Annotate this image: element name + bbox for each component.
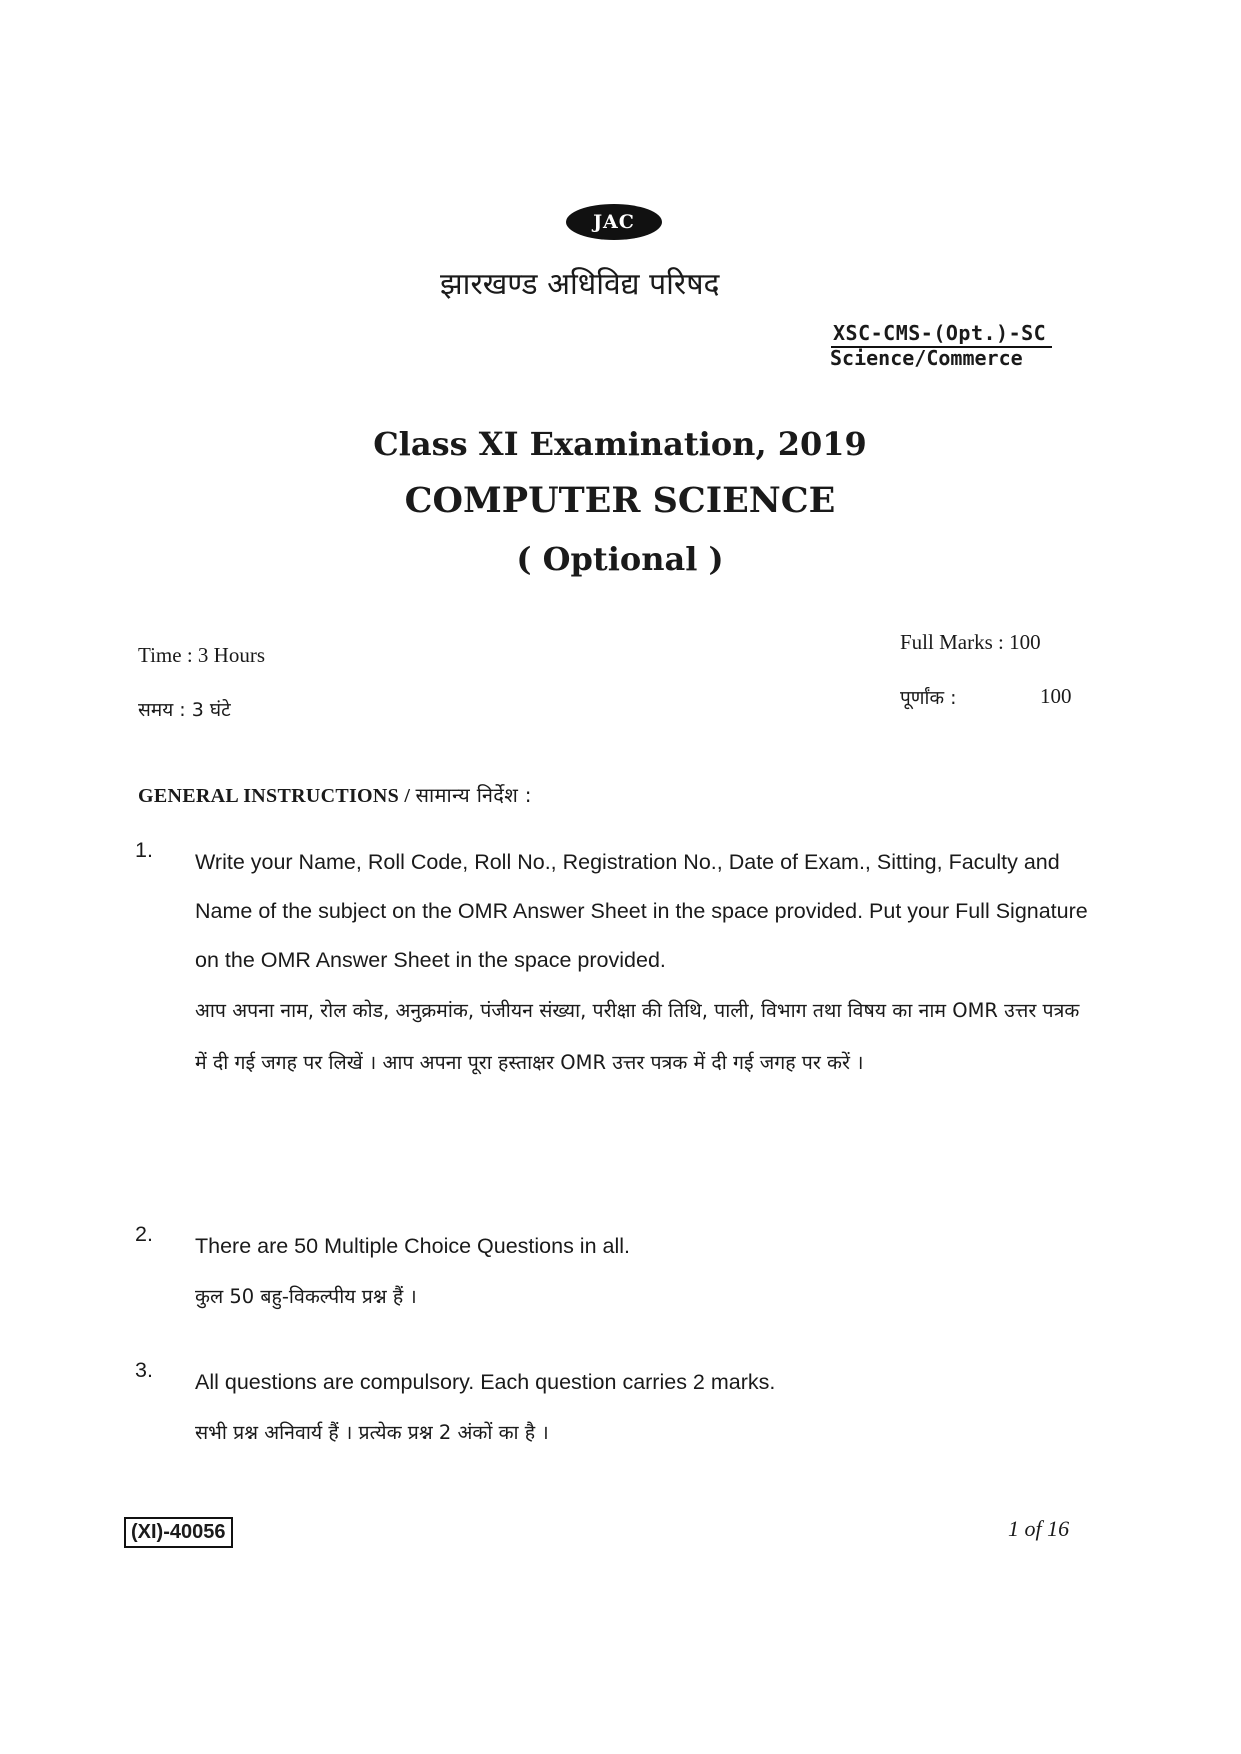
- stream-label: Science/Commerce: [830, 346, 1023, 370]
- instruction-text-en: There are 50 Multiple Choice Questions in all.: [195, 1234, 630, 1258]
- jac-logo: [566, 204, 662, 240]
- instruction-item: [135, 838, 1095, 1089]
- instructions-heading-hi: सामान्य निर्देश :: [415, 783, 532, 807]
- instruction-text-hi: सभी प्रश्न अनिवार्य हैं । प्रत्येक प्रश्न 2 अंकों का है ।: [195, 1421, 549, 1444]
- marks-hindi-label: पूर्णांक :: [900, 687, 957, 709]
- instructions-heading: [138, 781, 532, 808]
- instruction-number: 2.: [135, 1222, 153, 1246]
- instruction-number: 1.: [135, 838, 153, 862]
- logo-text: JAC: [593, 211, 635, 233]
- board-name-hindi: झारखण्ड अधिविद्य परिषद: [440, 267, 720, 302]
- instruction-number: 3.: [135, 1358, 153, 1382]
- subject-title: COMPUTER SCIENCE: [404, 480, 836, 521]
- exam-title: Class XI Examination, 2019: [373, 425, 867, 463]
- time-hindi: समय : 3 घंटे: [138, 699, 231, 721]
- paper-type: ( Optional ): [516, 540, 724, 578]
- instruction-item: [135, 1358, 1095, 1459]
- instructions-heading-en: GENERAL INSTRUCTIONS /: [138, 785, 416, 807]
- booklet-code: (XI)-40056: [124, 1517, 233, 1548]
- instruction-item: [135, 1222, 1095, 1323]
- time-english: Time : 3 Hours: [138, 643, 265, 667]
- instruction-text-en: All questions are compulsory. Each question carries 2 marks.: [195, 1370, 776, 1394]
- instruction-text-hi: आप अपना नाम, रोल कोड, अनुक्रमांक, पंजीयन संख्या, परीक्षा की तिथि, पाली, विभाग तथा विषय का नाम OMR उत्तर पत्रक में दी गई जगह पर लिखें । आप अपना पूरा हस्ताक्षर OMR उत्तर पत्रक में दी गई जगह पर करें ।: [195, 999, 1080, 1074]
- page-number: 1 of 16: [1008, 1516, 1070, 1541]
- paper-code: XSC-CMS-(Opt.)-SC: [831, 321, 1052, 348]
- marks-hindi-value: 100: [1040, 684, 1072, 708]
- instruction-text-hi: कुल 50 बहु-विकल्पीय प्रश्न हैं ।: [195, 1285, 417, 1308]
- full-marks-english: Full Marks : 100: [900, 630, 1041, 654]
- instruction-text-en: Write your Name, Roll Code, Roll No., Registration No., Date of Exam., Sitting, Faculty and Name of the subject on the OMR Answer Sheet in the space provided. Put your Full Signature on the OMR Answer Sheet in the space provided.: [195, 850, 1088, 972]
- full-marks-hindi: [900, 684, 1072, 710]
